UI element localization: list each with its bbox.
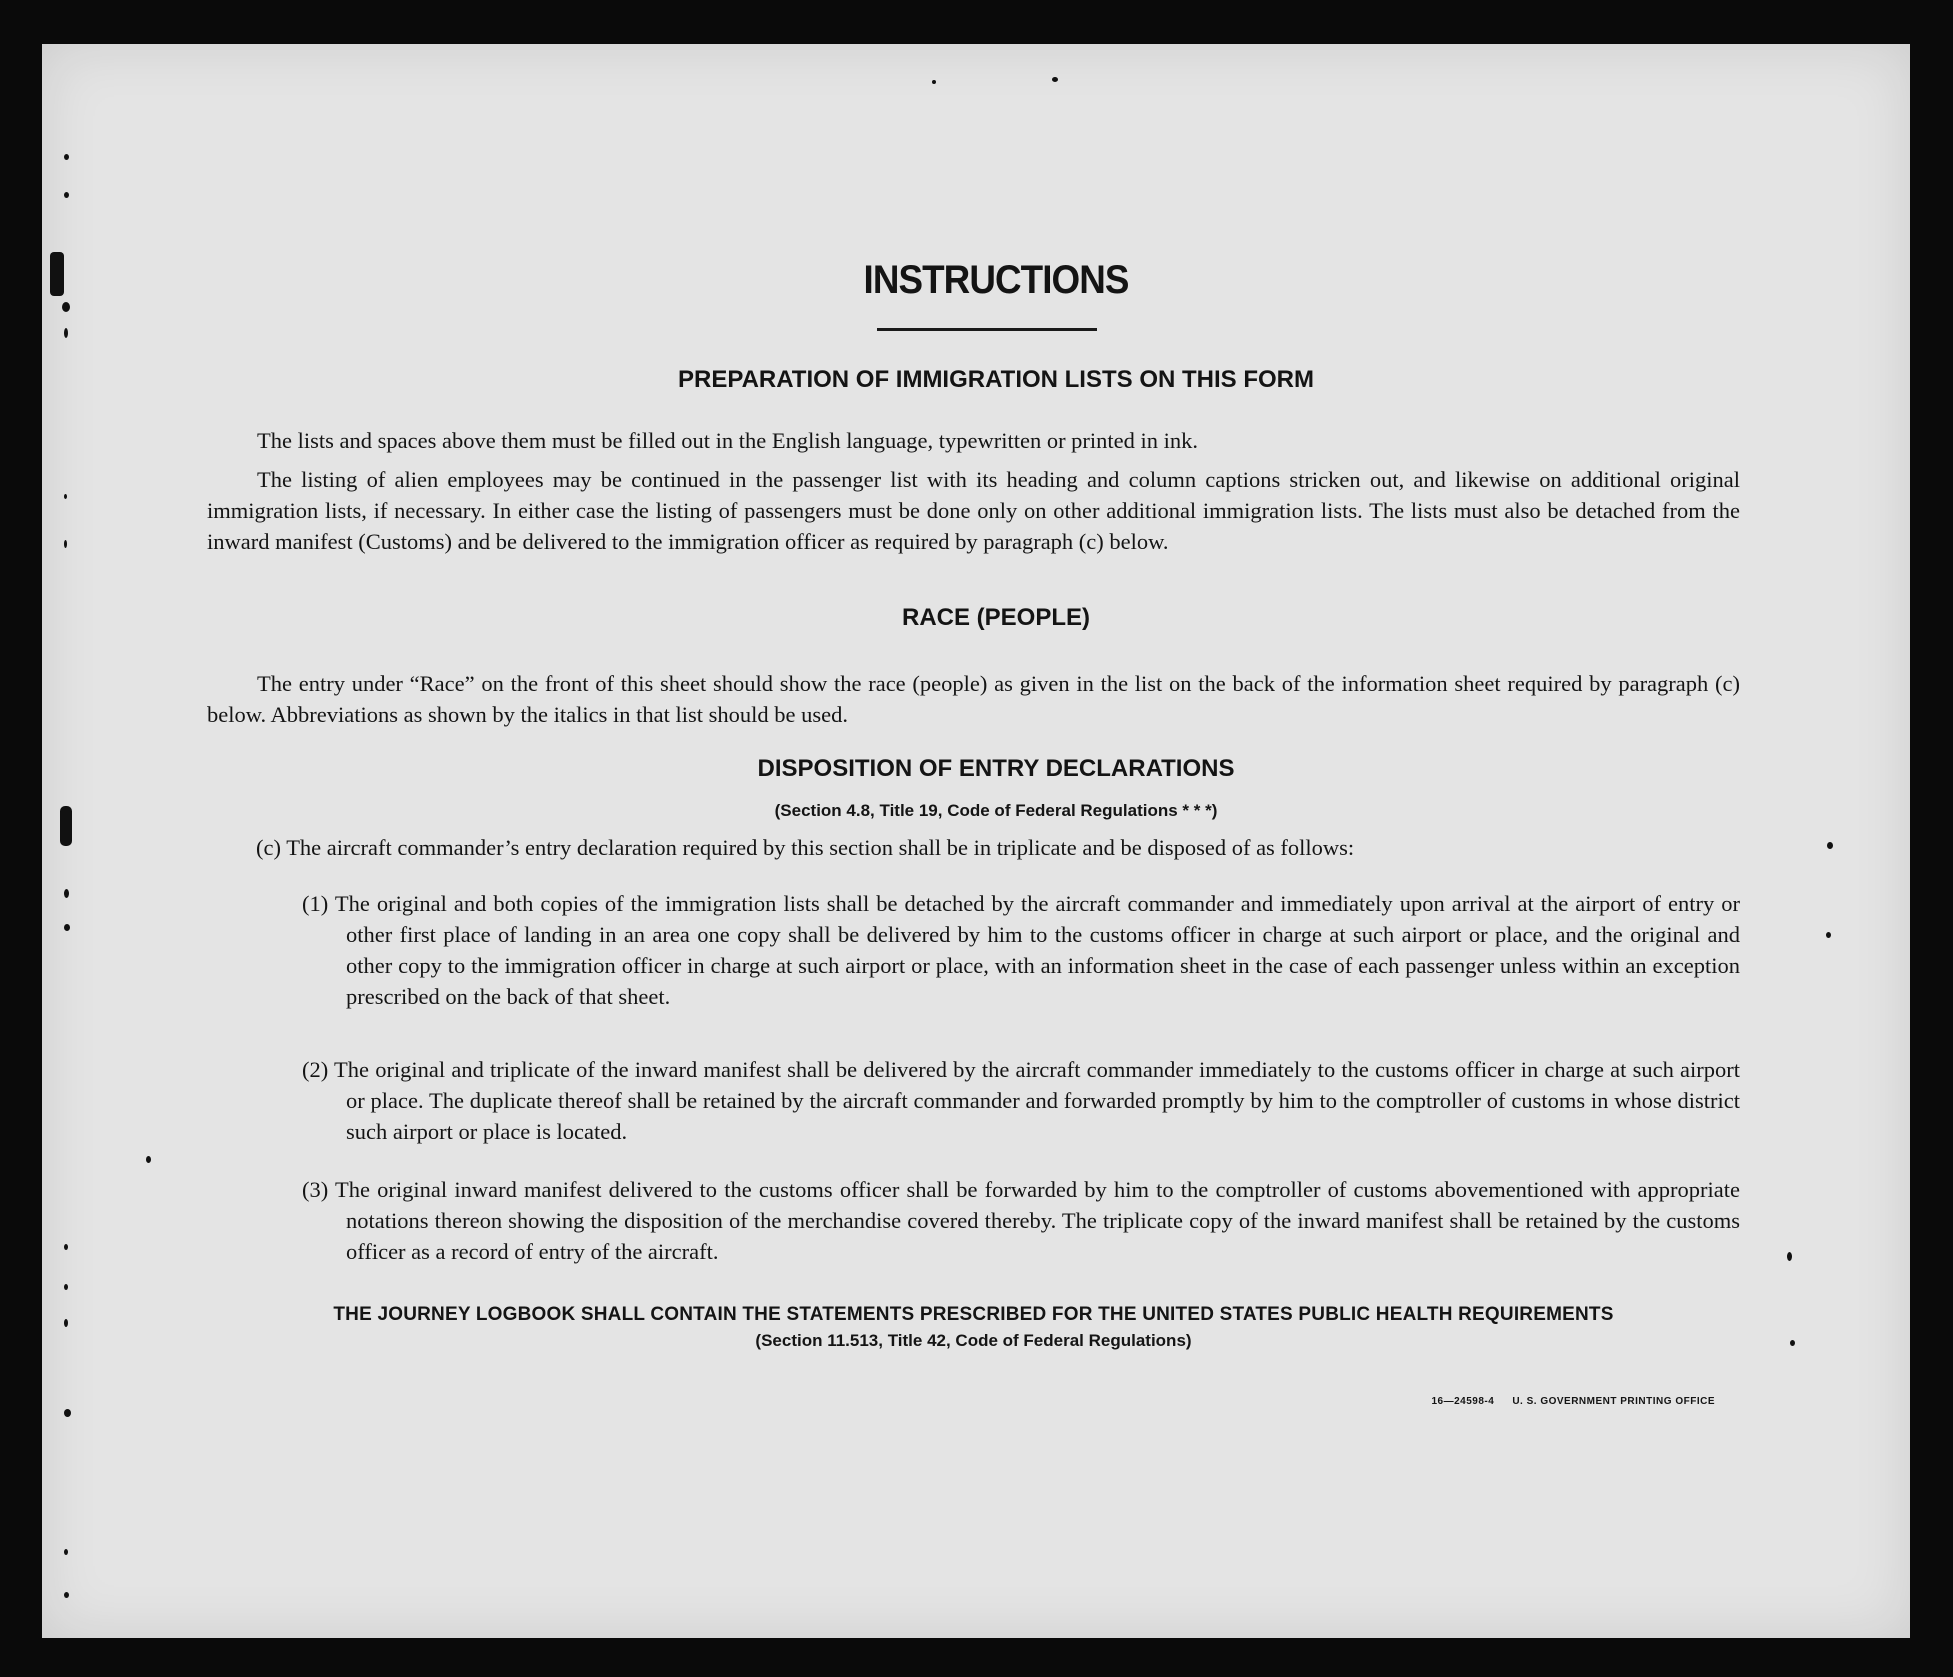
scan-speck xyxy=(64,924,70,931)
list-item-2: (2) The original and triplicate of the inward manifest shall be delivered by the aircraft commander immediately to the customs officer in charge at such airport or place. The duplicate thereof shall be retained by the aircraft commander and forwarded promptly by him to the comptroller of customs in whose district such airport or place is located. xyxy=(302,1057,1740,1144)
form-number: 16—24598-4 xyxy=(1431,1396,1495,1407)
paragraph-c-intro: (c) The aircraft commander’s entry declaration required by this section shall be in triplicate and be disposed of as follows: xyxy=(256,835,1355,860)
printer-name: U. S. GOVERNMENT PRINTING OFFICE xyxy=(1512,1396,1715,1407)
scan-speck xyxy=(64,1319,68,1327)
scan-speck xyxy=(64,494,67,499)
scan-speck xyxy=(1052,77,1058,82)
scan-speck xyxy=(64,154,69,160)
scan-speck xyxy=(1790,1340,1795,1346)
scan-speck xyxy=(50,252,64,296)
scan-speck xyxy=(1787,1252,1792,1261)
bleed-through-text xyxy=(462,114,478,144)
scan-speck xyxy=(64,1592,69,1598)
scan-speck xyxy=(64,889,69,898)
scan-speck xyxy=(64,1284,68,1290)
section-heading-disposition: DISPOSITION OF ENTRY DECLARATIONS xyxy=(757,755,1235,782)
scan-speck xyxy=(64,1244,68,1250)
scan-speck xyxy=(64,1549,68,1555)
scan-speck xyxy=(60,806,72,846)
scan-speck xyxy=(62,302,70,312)
scan-speck xyxy=(64,540,67,548)
list-item-3: (3) The original inward manifest delivered to the customs officer shall be forwarded by him to the comptroller of customs abovementioned with appropriate notations thereon showing the disposition of the merchandise covered thereby. The triplicate copy of the inward manifest shall be retained by the customs officer as a record of entry of the aircraft. xyxy=(302,1177,1740,1264)
paragraph-race: The entry under “Race” on the front of this sheet should show the race (people) as given in the list on the back of the information sheet required by paragraph (c) below. Abbreviations as shown by the italics in that list should be used. xyxy=(207,671,1740,727)
document-title: INSTRUCTIONS xyxy=(863,258,1129,302)
scan-speck xyxy=(64,1409,71,1417)
disposition-citation: (Section 4.8, Title 19, Code of Federal Regulations * * *) xyxy=(774,801,1218,820)
logbook-citation: (Section 11.513, Title 42, Code of Federal Regulations) xyxy=(755,1331,1192,1350)
paragraph-language: The lists and spaces above them must be filled out in the English language, typewritten or printed in ink. xyxy=(257,428,1199,453)
list-item-1: (1) The original and both copies of the immigration lists shall be detached by the aircraft commander and immediately upon arrival at the airport of entry or other first place of landing in an area one copy shall be delivered by him to the customs officer in charge at such airport or place, and the original and other copy to the immigration officer in charge at such airport or place, with an information sheet in the case of each passenger unless within an exception prescribed on the back of that sheet. xyxy=(302,891,1740,1009)
scan-speck xyxy=(64,192,69,198)
section-heading-preparation: PREPARATION OF IMMIGRATION LISTS ON THIS FORM xyxy=(678,366,1314,393)
paragraph-alien-employees: The listing of alien employees may be continued in the passenger list with its heading and column captions stricken out, and likewise on additional original immigration lists, if necessary. In either case the listing of passengers must be done only on other additional immigration lists. The lists must also be detached from the inward manifest (Customs) and be delivered to the immigration officer as required by paragraph (c) below. xyxy=(207,467,1740,554)
document-page xyxy=(42,44,1910,1638)
scan-speck xyxy=(932,80,936,84)
section-heading-race: RACE (PEOPLE) xyxy=(901,604,1090,631)
scan-speck xyxy=(1826,932,1831,938)
scan-speck xyxy=(1827,842,1833,849)
printer-imprint xyxy=(1431,1396,1715,1407)
logbook-statement: THE JOURNEY LOGBOOK SHALL CONTAIN THE STATEMENTS PRESCRIBED FOR THE UNITED STATES PUBLIC HEALTH REQUIREMENTS xyxy=(333,1304,1614,1325)
scan-speck xyxy=(64,328,68,338)
title-divider xyxy=(877,328,1097,331)
scan-speck xyxy=(146,1156,151,1163)
